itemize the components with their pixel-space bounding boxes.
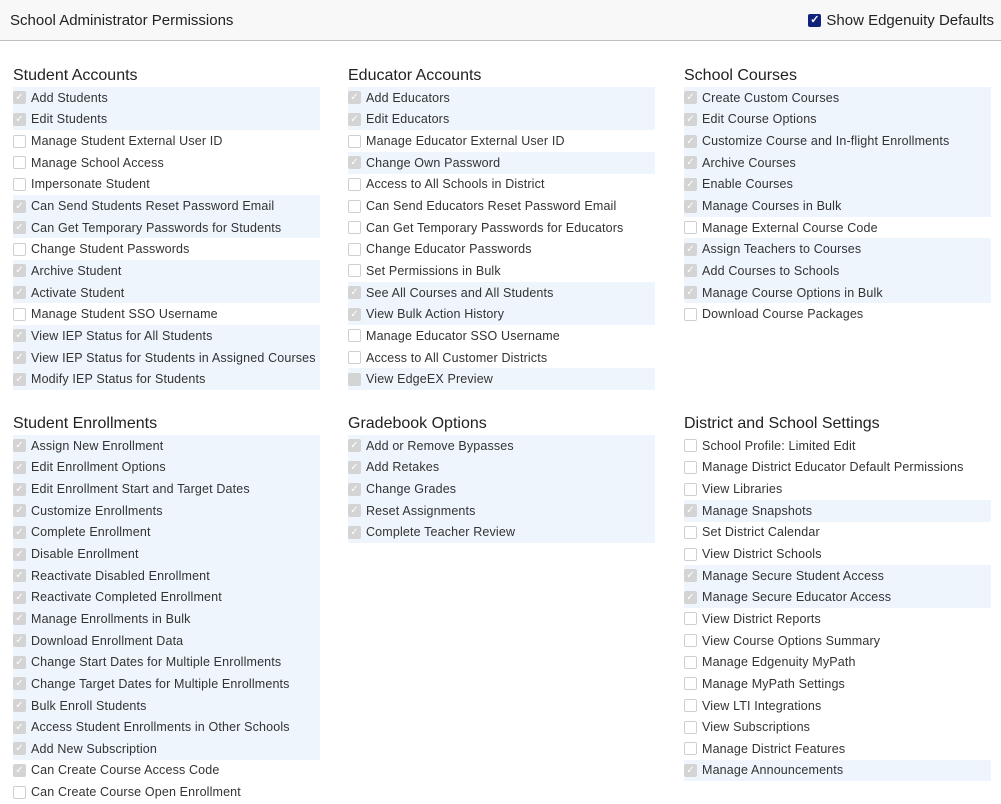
permission-label: Reactivate Disabled Enrollment [31, 568, 210, 583]
permission-checkbox[interactable]: ✓ [13, 721, 26, 734]
permission-row[interactable] [348, 238, 655, 260]
permission-label: Customize Course and In-flight Enrollments [702, 134, 950, 149]
permission-label: Complete Teacher Review [366, 525, 516, 540]
permission-label: Manage Student SSO Username [31, 307, 218, 322]
permission-label: Bulk Enroll Students [31, 698, 147, 713]
permission-label: Modify IEP Status for Students [31, 372, 206, 387]
permission-checkbox[interactable]: ✓ [13, 634, 26, 647]
permission-checkbox[interactable] [684, 221, 697, 234]
permission-row[interactable] [348, 195, 655, 217]
permission-label: Can Get Temporary Passwords for Students [31, 220, 282, 235]
permission-row[interactable] [13, 303, 320, 325]
permission-label: Manage Educator External User ID [366, 134, 565, 149]
permission-row[interactable] [684, 217, 991, 239]
permission-label: Set Permissions in Bulk [366, 263, 501, 278]
permission-row[interactable] [348, 500, 655, 522]
permission-row[interactable] [684, 478, 991, 500]
permission-label: Change Own Password [366, 155, 501, 170]
permission-row[interactable] [13, 586, 320, 608]
permission-label: Manage Course Options in Bulk [702, 285, 883, 300]
permission-label: Set District Calendar [702, 525, 820, 540]
permission-row[interactable] [684, 500, 991, 522]
permission-checkbox[interactable]: ✓ [684, 243, 697, 256]
permission-checkbox[interactable]: ✓ [13, 699, 26, 712]
permission-label: Change Start Dates for Multiple Enrollments [31, 655, 282, 670]
permission-label: Add Retakes [366, 460, 440, 475]
permission-label: Manage Secure Educator Access [702, 590, 892, 605]
permission-label: Manage District Features [702, 741, 846, 756]
permission-checkbox[interactable]: ✓ [13, 351, 26, 364]
permission-checkbox[interactable] [348, 178, 361, 191]
permission-label: Manage Educator SSO Username [366, 328, 560, 343]
permission-row[interactable] [13, 457, 320, 479]
permission-checkbox[interactable] [348, 243, 361, 256]
permission-row[interactable] [13, 87, 320, 109]
permission-row[interactable] [684, 543, 991, 565]
permission-row[interactable] [684, 435, 991, 457]
permission-checkbox[interactable]: ✓ [684, 135, 697, 148]
permission-checkbox[interactable]: ✓ [13, 677, 26, 690]
permission-row[interactable] [13, 608, 320, 630]
permission-label: Change Student Passwords [31, 242, 190, 257]
permission-label: Manage Snapshots [702, 503, 813, 518]
permission-row[interactable] [684, 738, 991, 760]
permission-checkbox[interactable]: ✓ [13, 329, 26, 342]
permission-checkbox[interactable] [13, 308, 26, 321]
permission-label: Disable Enrollment [31, 547, 139, 562]
permission-row[interactable] [13, 435, 320, 457]
permission-checkbox[interactable]: ✓ [348, 113, 361, 126]
permission-label: Manage District Educator Default Permissions [702, 460, 964, 475]
permission-checkbox[interactable]: ✓ [684, 200, 697, 213]
permission-checkbox[interactable]: ✓ [684, 178, 697, 191]
permission-row[interactable] [13, 738, 320, 760]
permission-row[interactable] [684, 87, 991, 109]
permission-label: School Profile: Limited Edit [702, 438, 856, 453]
section-title: District and School Settings [684, 415, 880, 432]
permission-checkbox[interactable]: ✓ [684, 591, 697, 604]
permission-checkbox[interactable]: ✓ [13, 612, 26, 625]
permission-label: Archive Student [31, 263, 122, 278]
permission-checkbox[interactable]: ✓ [684, 113, 697, 126]
permission-label: Change Target Dates for Multiple Enrollments [31, 676, 290, 691]
permission-checkbox[interactable] [13, 243, 26, 256]
permission-label: View Subscriptions [702, 720, 811, 735]
permission-checkbox[interactable] [684, 699, 697, 712]
permission-row[interactable] [13, 325, 320, 347]
permission-row[interactable] [684, 522, 991, 544]
permission-label: View EdgeEX Preview [366, 372, 493, 387]
permission-row[interactable] [13, 673, 320, 695]
permission-label: Change Educator Passwords [366, 242, 532, 257]
permission-label: Activate Student [31, 285, 125, 300]
permission-checkbox[interactable] [684, 612, 697, 625]
permission-label: Manage Announcements [702, 763, 844, 778]
page-header [0, 0, 1001, 41]
permission-label: Access to All Customer Districts [366, 350, 548, 365]
permission-checkbox[interactable]: ✓ [684, 264, 697, 277]
permission-checkbox[interactable]: ✓ [13, 373, 26, 386]
permission-row[interactable] [684, 565, 991, 587]
permission-row[interactable] [348, 368, 655, 390]
permission-row[interactable] [13, 565, 320, 587]
permission-row[interactable] [348, 130, 655, 152]
permission-label: Archive Courses [702, 155, 796, 170]
permission-row[interactable] [348, 152, 655, 174]
permission-label: Can Send Educators Reset Password Email [366, 199, 617, 214]
section-school-courses [684, 66, 991, 325]
permission-checkbox[interactable] [13, 156, 26, 169]
permission-label: Change Grades [366, 482, 457, 497]
section-district-and-school-settings [684, 414, 991, 781]
permission-label: Assign New Enrollment [31, 438, 164, 453]
permission-row[interactable] [684, 303, 991, 325]
permission-label: View District Reports [702, 611, 821, 626]
permission-row[interactable] [13, 760, 320, 782]
permission-row[interactable] [13, 195, 320, 217]
permission-checkbox[interactable] [348, 200, 361, 213]
permission-checkbox[interactable]: ✓ [13, 591, 26, 604]
permission-label: Edit Enrollment Start and Target Dates [31, 482, 250, 497]
section-student-enrollments [13, 414, 320, 803]
permission-row[interactable] [13, 781, 320, 803]
permission-row[interactable] [684, 195, 991, 217]
permission-label: Download Enrollment Data [31, 633, 184, 648]
permission-label: Manage Courses in Bulk [702, 199, 842, 214]
permission-row[interactable] [684, 586, 991, 608]
permission-row[interactable] [13, 630, 320, 652]
permission-row[interactable] [684, 651, 991, 673]
permission-row[interactable] [348, 347, 655, 369]
permission-row[interactable] [684, 282, 991, 304]
permission-checkbox[interactable]: ✓ [684, 569, 697, 582]
permission-label: View IEP Status for All Students [31, 328, 213, 343]
permission-checkbox[interactable]: ✓ [13, 548, 26, 561]
permission-label: Reactivate Completed Enrollment [31, 590, 222, 605]
permission-label: Add New Subscription [31, 741, 157, 756]
permission-checkbox[interactable] [684, 721, 697, 734]
permission-label: Access to All Schools in District [366, 177, 545, 192]
permission-label: Edit Educators [366, 112, 450, 127]
permission-checkbox[interactable] [348, 221, 361, 234]
permission-row[interactable] [13, 695, 320, 717]
permission-row[interactable] [348, 303, 655, 325]
permission-row[interactable] [348, 87, 655, 109]
permission-checkbox[interactable]: ✓ [348, 526, 361, 539]
permission-checkbox[interactable] [13, 178, 26, 191]
section-educator-accounts [348, 66, 655, 390]
permission-label: Create Custom Courses [702, 90, 840, 105]
permission-row[interactable] [13, 174, 320, 196]
permission-checkbox[interactable] [348, 351, 361, 364]
permission-checkbox[interactable]: ✓ [348, 504, 361, 517]
permission-checkbox[interactable]: ✓ [13, 264, 26, 277]
permission-row[interactable] [684, 457, 991, 479]
permission-checkbox[interactable]: ✓ [13, 113, 26, 126]
permission-checkbox[interactable]: ✓ [684, 286, 697, 299]
permission-checkbox[interactable]: ✓ [13, 439, 26, 452]
show-defaults-toggle[interactable] [808, 12, 994, 29]
permission-checkbox[interactable]: ✓ [13, 569, 26, 582]
permission-checkbox[interactable] [684, 548, 697, 561]
permission-label: Access Student Enrollments in Other Schools [31, 720, 290, 735]
permission-label: Edit Students [31, 112, 108, 127]
permission-row[interactable] [684, 238, 991, 260]
permission-checkbox[interactable]: ✓ [348, 308, 361, 321]
permission-checkbox[interactable]: ✓ [348, 439, 361, 452]
section-title: Student Accounts [13, 67, 138, 84]
permission-row[interactable] [13, 130, 320, 152]
permission-label: Manage Student External User ID [31, 134, 223, 149]
permission-label: Manage Enrollments in Bulk [31, 611, 191, 626]
permission-checkbox[interactable] [13, 786, 26, 799]
permission-label: Impersonate Student [31, 177, 150, 192]
permission-row[interactable] [348, 325, 655, 347]
permission-row[interactable] [13, 500, 320, 522]
permission-row[interactable] [13, 109, 320, 131]
permission-row[interactable] [684, 260, 991, 282]
permission-row[interactable] [13, 543, 320, 565]
permission-checkbox[interactable]: ✓ [684, 504, 697, 517]
permission-row[interactable] [13, 347, 320, 369]
permission-label: Edit Course Options [702, 112, 817, 127]
permission-row[interactable] [684, 152, 991, 174]
permission-label: Manage MyPath Settings [702, 676, 845, 691]
permission-label: Enable Courses [702, 177, 794, 192]
permission-label: Download Course Packages [702, 307, 864, 322]
permission-row[interactable] [348, 522, 655, 544]
permission-label: View IEP Status for Students in Assigned Courses [31, 350, 316, 365]
permission-row[interactable] [684, 130, 991, 152]
permission-label: Edit Enrollment Options [31, 460, 166, 475]
permission-row[interactable] [684, 760, 991, 782]
permission-row[interactable] [348, 435, 655, 457]
permission-row[interactable] [13, 260, 320, 282]
permission-row[interactable] [13, 152, 320, 174]
permission-row[interactable] [13, 368, 320, 390]
permission-row[interactable] [13, 217, 320, 239]
permission-row[interactable] [684, 695, 991, 717]
permission-checkbox[interactable]: ✓ [13, 504, 26, 517]
permission-checkbox[interactable]: ✓ [13, 91, 26, 104]
permission-checkbox[interactable]: ✓ [13, 526, 26, 539]
permission-label: Assign Teachers to Courses [702, 242, 862, 257]
permission-label: Add Students [31, 90, 108, 105]
permission-label: Manage School Access [31, 155, 164, 170]
permission-label: Manage Secure Student Access [702, 568, 885, 583]
permission-row[interactable] [684, 608, 991, 630]
permission-checkbox[interactable] [348, 135, 361, 148]
permission-checkbox[interactable]: ✓ [348, 156, 361, 169]
permission-checkbox[interactable]: ✓ [684, 91, 697, 104]
show-defaults-label: Show Edgenuity Defaults [826, 11, 994, 29]
permission-row[interactable] [348, 109, 655, 131]
permission-label: Complete Enrollment [31, 525, 151, 540]
permission-checkbox[interactable] [348, 373, 361, 386]
permission-row[interactable] [348, 174, 655, 196]
permission-row[interactable] [348, 217, 655, 239]
permission-label: View Libraries [702, 482, 783, 497]
permission-row[interactable] [684, 109, 991, 131]
show-defaults-checkbox[interactable]: ✓ [810, 13, 820, 26]
permission-row[interactable] [348, 457, 655, 479]
permission-label: Reset Assignments [366, 503, 476, 518]
permission-checkbox[interactable] [684, 634, 697, 647]
permission-checkbox[interactable]: ✓ [684, 156, 697, 169]
permission-row[interactable] [684, 174, 991, 196]
section-title: Student Enrollments [13, 415, 158, 432]
permission-label: Add Educators [366, 90, 450, 105]
permission-checkbox[interactable]: ✓ [348, 461, 361, 474]
permission-row[interactable] [684, 630, 991, 652]
permission-checkbox[interactable]: ✓ [13, 200, 26, 213]
section-title: School Courses [684, 67, 797, 84]
permission-checkbox[interactable]: ✓ [13, 764, 26, 777]
permission-row[interactable] [13, 282, 320, 304]
permission-checkbox[interactable]: ✓ [348, 483, 361, 496]
permission-checkbox[interactable] [684, 483, 697, 496]
permission-label: Customize Enrollments [31, 503, 163, 518]
permission-row[interactable] [684, 673, 991, 695]
section-title: Gradebook Options [348, 415, 487, 432]
permission-row[interactable] [13, 478, 320, 500]
permission-row[interactable] [13, 716, 320, 738]
permission-checkbox[interactable] [684, 656, 697, 669]
permission-row[interactable] [348, 260, 655, 282]
permission-label: See All Courses and All Students [366, 285, 554, 300]
permission-checkbox[interactable]: ✓ [13, 286, 26, 299]
permission-label: View District Schools [702, 547, 822, 562]
permission-row[interactable] [13, 522, 320, 544]
permission-row[interactable] [13, 651, 320, 673]
permission-checkbox[interactable] [13, 135, 26, 148]
permission-checkbox[interactable] [684, 439, 697, 452]
page-title: School Administrator Permissions [10, 11, 234, 29]
permission-label: View Bulk Action History [366, 307, 505, 322]
permission-row[interactable] [684, 716, 991, 738]
permission-checkbox[interactable] [684, 677, 697, 690]
section-title: Educator Accounts [348, 67, 482, 84]
permission-checkbox[interactable]: ✓ [13, 656, 26, 669]
permission-row[interactable] [348, 282, 655, 304]
permission-label: Can Get Temporary Passwords for Educators [366, 220, 624, 235]
section-gradebook-options [348, 414, 655, 543]
permission-checkbox[interactable]: ✓ [13, 221, 26, 234]
permission-checkbox[interactable]: ✓ [13, 483, 26, 496]
permission-checkbox[interactable] [684, 742, 697, 755]
permission-label: Can Create Course Access Code [31, 763, 220, 778]
permission-checkbox[interactable] [684, 526, 697, 539]
permission-label: Add Courses to Schools [702, 263, 840, 278]
permission-checkbox[interactable] [348, 329, 361, 342]
permission-label: Can Create Course Open Enrollment [31, 785, 241, 800]
permission-checkbox[interactable] [684, 308, 697, 321]
permission-label: Add or Remove Bypasses [366, 438, 514, 453]
permission-label: Manage Edgenuity MyPath [702, 655, 856, 670]
permission-checkbox[interactable]: ✓ [13, 742, 26, 755]
permission-label: View Course Options Summary [702, 633, 881, 648]
permission-label: View LTI Integrations [702, 698, 822, 713]
permission-checkbox[interactable] [348, 264, 361, 277]
permission-checkbox[interactable]: ✓ [13, 461, 26, 474]
permission-row[interactable] [13, 238, 320, 260]
permission-checkbox[interactable] [684, 461, 697, 474]
permission-label: Manage External Course Code [702, 220, 878, 235]
permission-checkbox[interactable]: ✓ [684, 764, 697, 777]
permission-label: Can Send Students Reset Password Email [31, 199, 275, 214]
permission-checkbox[interactable]: ✓ [348, 91, 361, 104]
permission-row[interactable] [348, 478, 655, 500]
permission-checkbox[interactable]: ✓ [348, 286, 361, 299]
section-student-accounts [13, 66, 320, 390]
